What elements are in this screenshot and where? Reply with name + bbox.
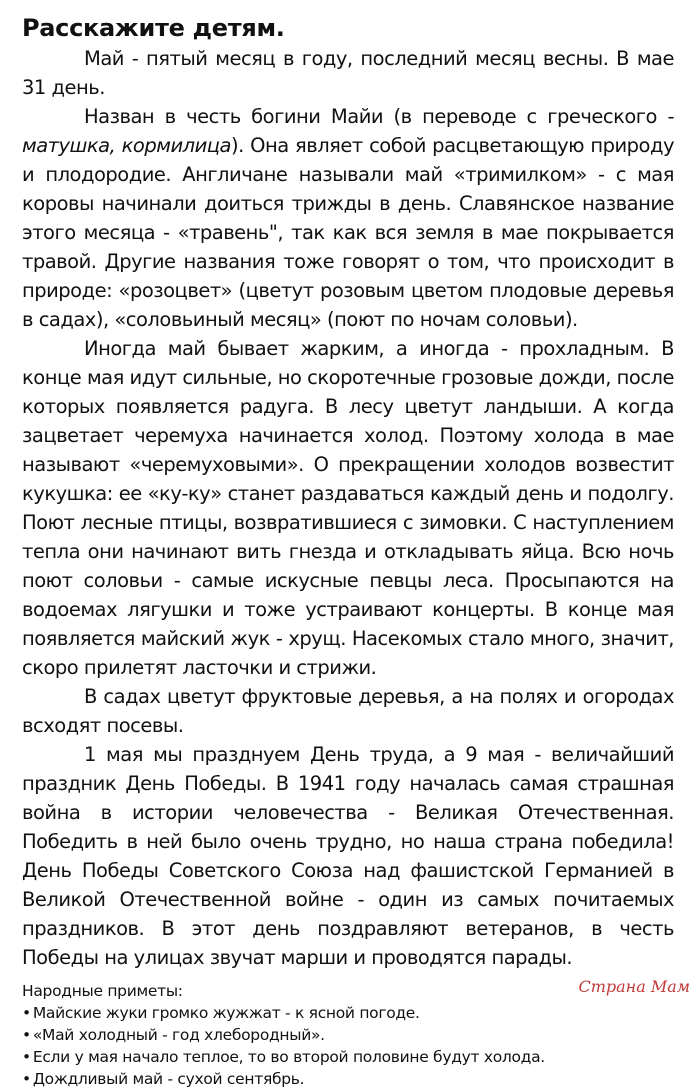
folk-signs-heading: Народные приметы: xyxy=(22,982,183,1000)
paragraph-5: 1 мая мы празднуем День труда, а 9 мая - величайший праздник День Победы. В 1941 году началась самая страшная война в истории человечества - Великая Отечественная. Победить в ней было очень трудно, но наша страна победила! День Победы Советского Союза над фашистской Германией в Великой Отечественной войне - один из самых почитаемых праздников. В этот день поздравляют ветеранов, в честь Победы на улицах звучат марши и проводятся парады. xyxy=(22,743,674,969)
paragraph-2-italic: матушка, кормилица xyxy=(22,134,231,157)
site-watermark: Страна Мам xyxy=(578,977,690,996)
paragraph-2-end: ). Она являет собой расцветающую природу и плодородие. Англичане называли май «тримилком» - с мая коровы начинали доиться трижды в день. Славянское название этого месяца - «травень", так как вся земля в мае покрывается травой. Другие названия тоже говорят о том, что происходит в природе: «розоцвет» (цветут розовым цветом плодовые деревья в садах), «соловьиный месяц» (поют по ночам соловьи). xyxy=(22,134,674,331)
page-title: Расскажите детям. xyxy=(22,14,285,42)
folk-signs xyxy=(22,980,674,1090)
folk-signs-list xyxy=(22,1002,674,1090)
list-item: • Дождливый май - сухой сентябрь. xyxy=(22,1068,674,1090)
paragraph-4: В садах цветут фруктовые деревья, а на полях и огородах всходят посевы. xyxy=(22,685,674,737)
paragraph-2-start: Назван в честь богини Майи (в переводе с греческого - xyxy=(84,105,674,128)
list-item: • Майские жуки громко жужжат - к ясной погоде. xyxy=(22,1002,674,1024)
article-body xyxy=(22,44,674,972)
list-item: • Если у мая начало теплое, то во второй половине будут холода. xyxy=(22,1046,674,1068)
paragraph-2 xyxy=(22,102,674,334)
paragraph-1: Май - пятый месяц в году, последний месяц весны. В мае 31 день. xyxy=(22,47,674,99)
paragraph-3: Иногда май бывает жарким, а иногда - прохладным. В конце мая идут сильные, но скоротечные грозовые дожди, после которых появляется радуга. В лесу цветут ландыши. А когда зацветает черемуха начинается холод. Поэтому холода в мае называют «черемуховыми». О прекращении холодов возвестит кукушка: ее «ку-ку» станет раздаваться каждый день и подолгу. Поют лесные птицы, возвратившиеся с зимовки. С наступлением тепла они начинают вить гнезда и откладывать яйца. Всю ночь поют соловьи - самые искусные певцы леса. Просыпаются на водоемах лягушки и тоже устраивают концерты. В конце мая появляется майский жук - хрущ. Насекомых стало много, значит, скоро прилетят ласточки и стрижи. xyxy=(22,337,674,679)
list-item: • «Май холодный - год хлебородный». xyxy=(22,1024,674,1046)
